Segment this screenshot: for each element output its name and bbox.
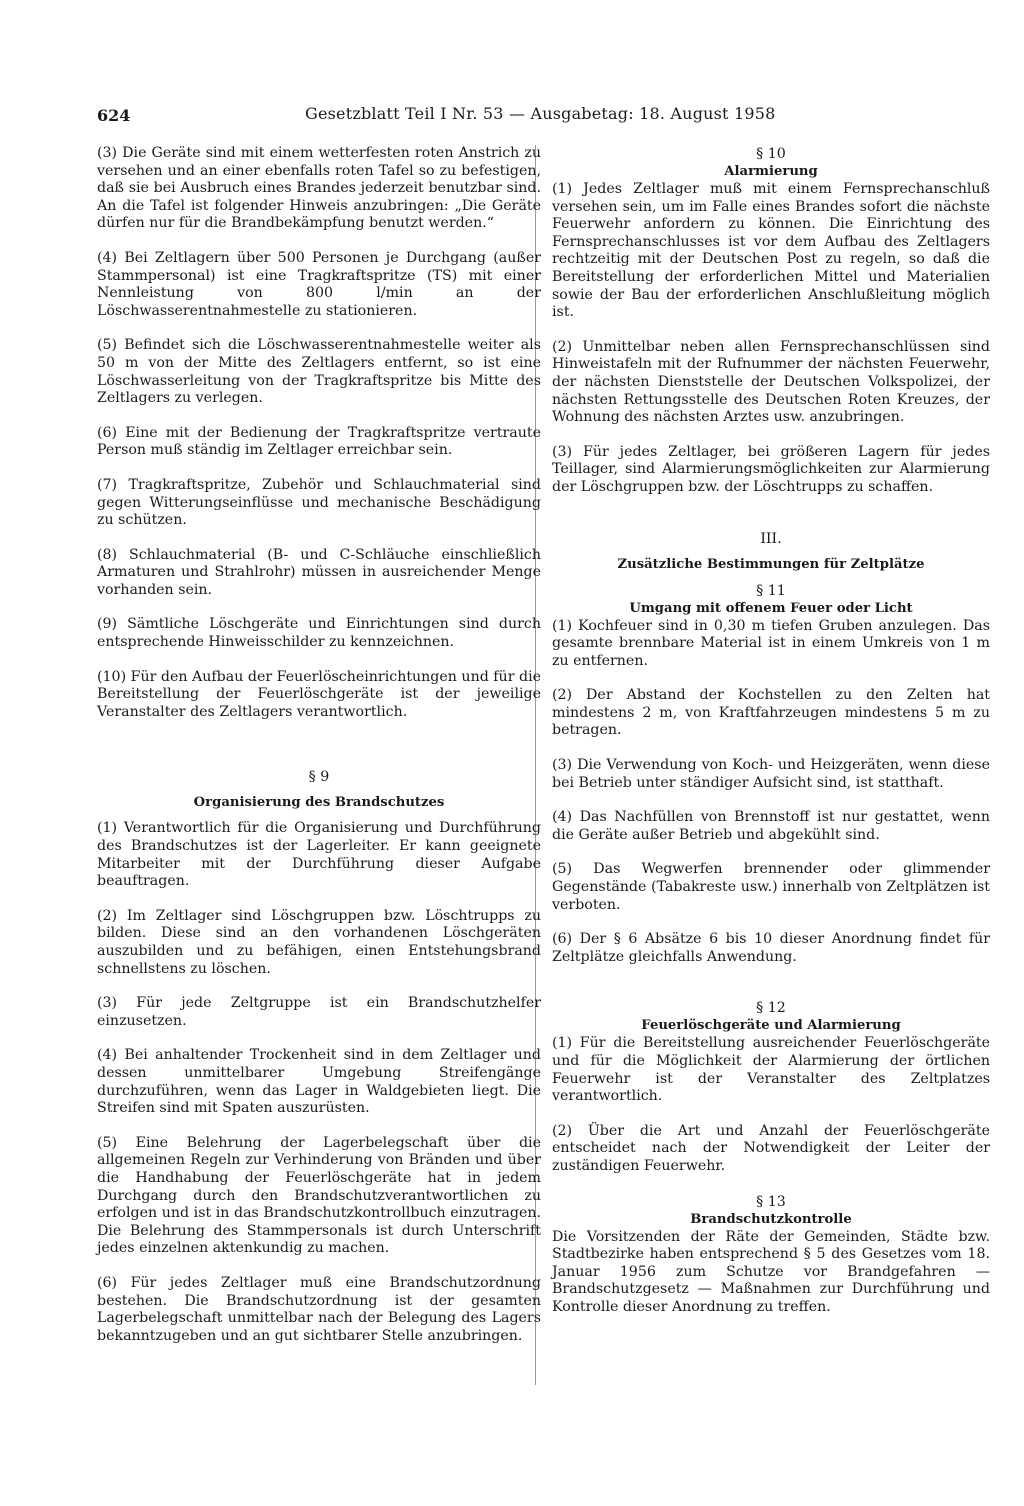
paragraph: (1) Verantwortlich für die Organisierung und Durchführung des Brandschutzes ist der Lagerleiter. Er kann geeignete Mitarbeiter mit der Durchführung dieser Aufgabe beauftragen. [97,820,541,890]
paragraph: (5) Befindet sich die Löschwasserentnahmestelle weiter als 50 m von der Mitte des Zeltlagers entfernt, so ist eine Löschwasserleitung von der Tragkraftspritze bis Mitte des Zeltlagers zu verlegen. [97,337,541,407]
part-number: III. [760,530,782,547]
section-number: § 10 [756,146,786,162]
section-title: Umgang mit offenem Feuer oder Licht [629,600,913,616]
part-title: Zusätzliche Bestimmungen für Zeltplätze [617,556,925,572]
paragraph: (2) Über die Art und Anzahl der Feuerlöschgeräte entscheidet nach der Notwendigkeit der Leiter der zuständigen Feuerwehr. [552,1122,990,1174]
section-number: § 13 [756,1193,786,1210]
left-column [97,145,541,1362]
paragraph: (1) Kochfeuer sind in 0,30 m tiefen Gruben anzulegen. Das gesamte brennbare Material ist in einem Umkreis von 1 m zu entfernen. [552,617,990,669]
right-column [552,145,990,1334]
paragraph: (5) Das Wegwerfen brennender oder glimmender Gegenstände (Tabakreste usw.) innerhalb von Zeltplätzen ist verboten. [552,861,990,913]
paragraph: (4) Bei anhaltender Trockenheit sind in dem Zeltlager und dessen unmittelbarer Umgebung Streifengänge durchzuführen, wenn das Lager in Waldgebieten liegt. Die Streifen sind mit Spaten auszurüsten. [97,1047,541,1117]
section-title: Feuerlöschgeräte und Alarmierung [641,1018,901,1034]
section-number: § 9 [308,769,330,786]
paragraph: (1) Jedes Zeltlager muß mit einem Fernsprechanschluß versehen sein, um im Falle eines Brandes sofort die nächste Feuerwehr anfordern zu können. Die Einrichtung des Fernsprechanschlusses ist vor dem Aufbau des Zeltlagers rechtzeitig mit der Deutschen Post zu regeln, so daß die Bereitstellung der erforderlichen Mittel und Materialien sowie der Bau der erforderlichen Anschlußleitung möglich ist. [552,181,990,321]
paragraph: (3) Für jedes Zeltlager, bei größeren Lagern für jedes Teillager, sind Alarmierungsmöglichkeiten zur Alarmierung der Löschgruppen bzw. der Löschtrupps zu schaffen. [552,443,990,495]
paragraph: (8) Schlauchmaterial (B- und C-Schläuche einschließlich Armaturen und Strahlrohr) müssen in ausreichender Menge vorhanden sein. [97,546,541,598]
paragraph: (6) Der § 6 Absätze 6 bis 10 dieser Anordnung findet für Zeltplätze gleichfalls Anwendung. [552,931,990,965]
paragraph: (10) Für den Aufbau der Feuerlöscheinrichtungen und für die Bereitstellung der Feuerlöschgeräte ist der jeweilige Veranstalter des Zeltlagers verantwortlich. [97,668,541,720]
paragraph: (2) Unmittelbar neben allen Fernsprechanschlüssen sind Hinweistafeln mit der Rufnummer der nächsten Feuerwehr, der nächsten Dienststelle der Deutschen Volkspolizei, der nächsten Rettungsstelle des Deutschen Roten Kreuzes, der Wohnung des nächsten Arztes usw. anzubringen. [552,338,990,426]
paragraph: (6) Für jedes Zeltlager muß eine Brandschutzordnung bestehen. Die Brandschutzordnung ist der gesamten Lagerbelegschaft unmittelbar nach der Belegung des Lagers bekanntzugeben und an gut sichtbarer Stelle anzubringen. [97,1274,541,1344]
paragraph: (2) Im Zeltlager sind Löschgruppen bzw. Löschtrupps zu bilden. Diese sind an den vorhandenen Löschgeräten auszubilden und zu befähigen, einen Entstehungsbrand schnellstens zu löschen. [97,907,541,977]
paragraph: (1) Für die Bereitstellung ausreichender Feuerlöschgeräte und für die Möglichkeit der Alarmierung der örtlichen Feuerwehr ist der Veranstalter des Zeltplatzes verantwortlich. [552,1035,990,1105]
paragraph: (9) Sämtliche Löschgeräte und Einrichtungen sind durch entsprechende Hinweisschilder zu kennzeichnen. [97,616,541,651]
paragraph: (3) Die Verwendung von Koch- und Heizgeräten, wenn diese bei Betrieb unter ständiger Aufsicht sind, ist statthaft. [552,757,990,791]
page-number: 624 [97,106,131,125]
page-header-title: Gesetzblatt Teil I Nr. 53 — Ausgabetag: 18. August 1958 [305,104,776,123]
paragraph: (4) Bei Zeltlagern über 500 Personen je Durchgang (außer Stammpersonal) ist eine Tragkraftspritze (TS) mit einer Nennleistung von 800 l/min an der Löschwasserentnahmestelle zu stationieren. [97,249,541,319]
paragraph: (4) Das Nachfüllen von Brennstoff ist nur gestattet, wenn die Geräte außer Betrieb und abgekühlt sind. [552,809,990,843]
section-number: § 11 [756,582,786,599]
paragraph: (6) Eine mit der Bedienung der Tragkraftspritze vertraute Person muß ständig im Zeltlager erreichbar sein. [97,424,541,459]
section-title: Organisierung des Brandschutzes [193,795,445,811]
paragraph: (7) Tragkraftspritze, Zubehör und Schlauchmaterial sind gegen Witterungseinflüsse und mechanische Beschädigung zu schützen. [97,476,541,529]
paragraph: Die Vorsitzenden der Räte der Gemeinden, Städte bzw. Stadtbezirke haben entsprechend § 5 des Gesetzes vom 18. Januar 1956 zum Schutze vor Brandgefahren — Brandschutzgesetz — Maßnahmen zur Durchführung und Kontrolle dieser Anordnung zu treffen. [552,1228,990,1315]
section-title: Alarmierung [724,164,818,179]
paragraph: (5) Eine Belehrung der Lagerbelegschaft über die allgemeinen Regeln zur Verhinderung von Bränden und über die Handhabung der Feuerlöschgeräte hat in jedem Durchgang durch den Brandschutzverantwortlichen zu erfolgen und ist in das Brandschutzkontrollbuch einzutragen. Die Belehrung des Stammpersonals ist durch Unterschrift jedes einzelnen aktenkundig zu machen. [97,1134,541,1257]
paragraph: (3) Die Geräte sind mit einem wetterfesten roten Anstrich zu versehen und an einer ebenfalls roten Tafel so zu befestigen, daß sie bei Ausbruch eines Brandes jederzeit benutzbar sind. An die Tafel ist folgender Hinweis anzubringen: „Die Geräte dürfen nur für die Brandbekämpfung benutzt werden.“ [97,145,541,232]
section-number: § 12 [756,1000,786,1017]
paragraph: (2) Der Abstand der Kochstellen zu den Zelten hat mindestens 2 m, von Kraftfahrzeugen mindestens 5 m zu betragen. [552,687,990,739]
paragraph: (3) Für jede Zeltgruppe ist ein Brandschutzhelfer einzusetzen. [97,995,541,1029]
section-title: Brandschutzkontrolle [690,1211,852,1227]
